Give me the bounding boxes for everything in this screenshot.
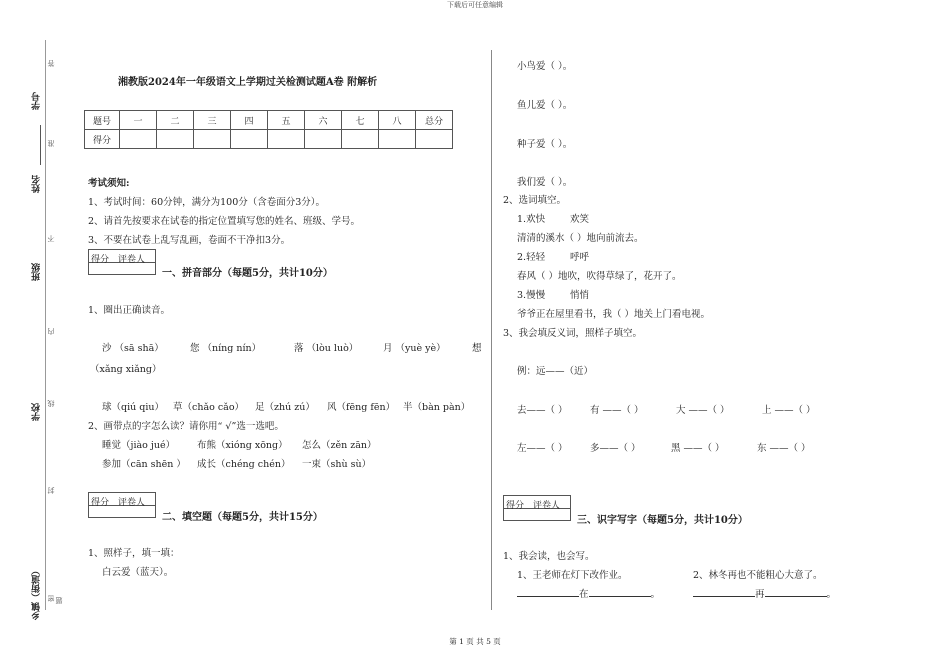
grader-score-label: 得分 xyxy=(91,255,110,265)
section2-q3: 3、我会填反义词，照样子填空。 xyxy=(503,328,643,339)
notice-item: 1、考试时间：60分钟，满分为100分（含卷面分3分）。 xyxy=(88,197,326,208)
pinyin-item: 想 xyxy=(472,343,482,354)
mark-ti: 题 xyxy=(55,597,63,604)
mark-mi: 密 xyxy=(47,595,55,602)
mark-da: 答 xyxy=(47,60,55,67)
label-class: 班级 xyxy=(32,263,42,281)
mark-xian: 线 xyxy=(47,400,55,407)
fill-sentence: 爷爷正在屋里看书，我（ ）地关上门看电视。 xyxy=(517,309,711,320)
section1-heading: 一、拼音部分（每题5分，共计10分） xyxy=(162,268,333,279)
fill-sentence: 清清的溪水（ ）地向前流去。 xyxy=(517,233,644,244)
score-header: 三 xyxy=(194,111,231,130)
section3-q1: 1、我会读，也会写。 xyxy=(503,551,595,562)
pinyin-item: （xǎng xiǎng） xyxy=(90,364,162,375)
grader-score-label: 得分 xyxy=(506,501,525,511)
score-header: 一 xyxy=(120,111,157,130)
score-row-label: 得分 xyxy=(85,130,120,149)
score-cell[interactable] xyxy=(231,130,268,149)
header-note: 下载后可任意编辑 xyxy=(447,1,503,9)
pinyin-item: 足（zhú zú） xyxy=(255,402,315,413)
notice-item: 2、请首先按要求在试卷的指定位置填写您的姓名、班级、学号。 xyxy=(88,216,361,227)
write-line-2 xyxy=(693,586,836,600)
pinyin-item: 落 （lòu luò） xyxy=(294,343,359,354)
blank-line[interactable] xyxy=(765,587,827,597)
fill-item: 鱼儿爱（ ）。 xyxy=(517,100,573,111)
binding-line xyxy=(45,40,46,610)
score-cell[interactable] xyxy=(157,130,194,149)
grader-box-1 xyxy=(88,249,156,275)
pinyin-item: 沙 （sā shā） xyxy=(102,343,164,354)
score-table-score-row xyxy=(85,130,453,149)
section3-heading: 三、识字写字（每题5分，共计10分） xyxy=(577,515,748,526)
fill-item: 小鸟爱（ ）。 xyxy=(517,61,573,72)
antonym-item: 黑 ——（ ） xyxy=(671,443,725,454)
pinyin-item: 参加（cān shēn ） xyxy=(102,459,186,470)
word-pair: 悄悄 xyxy=(570,290,590,301)
word-pair: 3.慢慢 xyxy=(517,290,546,301)
blank-line[interactable] xyxy=(589,587,651,597)
grader-reviewer-label: 评卷人 xyxy=(533,501,561,511)
blank-line[interactable] xyxy=(693,587,755,597)
fill-sentence: 春风（ ）地吹，吹得草绿了，花开了。 xyxy=(517,271,682,282)
pinyin-item: 风（fēng fēn） xyxy=(327,402,396,413)
score-cell[interactable] xyxy=(305,130,342,149)
section1-q2: 2、画带点的字怎么读？请你用“ √”选一选吧。 xyxy=(88,421,284,432)
score-cell[interactable] xyxy=(342,130,379,149)
pinyin-item: 成长（chéng chén） xyxy=(197,459,291,470)
score-header: 题号 xyxy=(85,111,120,130)
column-divider xyxy=(491,50,492,610)
score-table-header-row xyxy=(85,111,453,130)
antonym-example: 例：远——（近） xyxy=(517,366,594,377)
write-sentence: 2、林冬再也不能粗心大意了。 xyxy=(693,570,823,581)
word-pair: 呼呼 xyxy=(570,252,590,263)
score-cell[interactable] xyxy=(120,130,157,149)
score-cell[interactable] xyxy=(268,130,305,149)
word-pair: 2.轻轻 xyxy=(517,252,546,263)
score-cell[interactable] xyxy=(194,130,231,149)
antonym-item: 多——（ ） xyxy=(590,443,641,454)
pinyin-item: 月 （yuè yè） xyxy=(383,343,446,354)
score-header: 六 xyxy=(305,111,342,130)
page-footer: 第 1 页 共 5 页 xyxy=(449,637,501,646)
fill-item: 种子爱（ ）。 xyxy=(517,139,573,150)
pinyin-item: 布熊（xióng xōng） xyxy=(197,440,288,451)
grader-reviewer-label: 评卷人 xyxy=(118,255,146,265)
pinyin-item: 怎么（zěn zān） xyxy=(302,440,377,451)
antonym-item: 大 ——（ ） xyxy=(676,405,730,416)
paper-title: 湘教版2024年一年级语文上学期过关检测试题A卷 附解析 xyxy=(118,77,378,88)
label-name: 姓名 xyxy=(32,175,42,193)
fill-item: 我们爱（ ）。 xyxy=(517,177,573,188)
notice-item: 3、不要在试卷上乱写乱画，卷面不干净扣3分。 xyxy=(88,235,291,246)
blank-student-id xyxy=(40,125,41,165)
antonym-item: 上 ——（ ） xyxy=(762,405,816,416)
mark-bu: 不 xyxy=(47,235,55,242)
antonym-item: 左——（ ） xyxy=(517,443,568,454)
section2-example: 白云爱（蓝天）。 xyxy=(102,567,174,578)
score-header: 八 xyxy=(379,111,416,130)
score-cell[interactable] xyxy=(379,130,416,149)
write-punct: 。 xyxy=(826,589,837,600)
word-pair: 欢笑 xyxy=(570,214,590,225)
antonym-item: 有 ——（ ） xyxy=(590,405,644,416)
grader-score-label: 得分 xyxy=(91,498,110,508)
score-header: 五 xyxy=(268,111,305,130)
score-header: 七 xyxy=(342,111,379,130)
antonym-item: 东 ——（ ） xyxy=(757,443,811,454)
write-punct: 。 xyxy=(650,589,661,600)
score-cell[interactable] xyxy=(416,130,453,149)
score-header: 总分 xyxy=(416,111,453,130)
score-header: 二 xyxy=(157,111,194,130)
section2-heading: 二、填空题（每题5分，共计15分） xyxy=(162,512,323,523)
blank-line[interactable] xyxy=(517,587,579,597)
pinyin-item: 一束（shù sù） xyxy=(302,459,372,470)
score-table xyxy=(84,110,453,149)
score-header: 四 xyxy=(231,111,268,130)
write-char: 再 xyxy=(755,589,765,600)
mark-nei: 内 xyxy=(47,328,55,335)
mark-zhun: 准 xyxy=(47,140,55,147)
section2-q2: 2、选词填空。 xyxy=(503,195,567,206)
section1-q1: 1、圈出正确读音。 xyxy=(88,305,171,316)
grader-box-3 xyxy=(503,495,571,521)
grader-reviewer-label: 评卷人 xyxy=(118,498,146,508)
word-pair: 1.欢快 xyxy=(517,214,546,225)
pinyin-item: 半（bàn pàn） xyxy=(403,402,471,413)
section2-q1: 1、照样子，填一填： xyxy=(88,548,180,559)
label-student-id: 学号 xyxy=(32,92,42,110)
mark-feng: 封 xyxy=(47,487,55,494)
notice-heading: 考试须知: xyxy=(88,178,130,189)
pinyin-item: 草（chǎo cǎo） xyxy=(173,402,245,413)
label-township: 乡镇（街道） xyxy=(32,566,42,620)
write-line-1 xyxy=(517,586,660,600)
pinyin-item: 球（qiú qiu） xyxy=(102,402,164,413)
pinyin-item: 您 （níng nín） xyxy=(190,343,262,354)
antonym-item: 去——（ ） xyxy=(517,405,568,416)
pinyin-item: 睡觉（jiào jué） xyxy=(102,440,176,451)
write-char: 在 xyxy=(579,589,589,600)
grader-box-2 xyxy=(88,492,156,518)
label-school: 学校 xyxy=(32,403,42,421)
write-sentence: 1、王老师在灯下改作业。 xyxy=(517,570,628,581)
